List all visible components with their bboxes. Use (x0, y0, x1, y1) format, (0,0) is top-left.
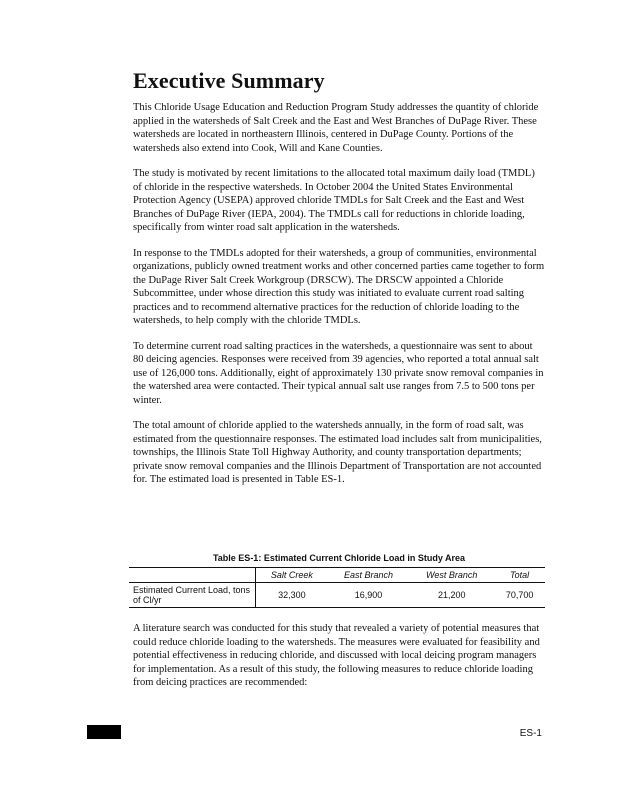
paragraph-4: To determine current road salting practices in the watersheds, a questionnaire was sent to about 80 deicing agencies. Responses were received from 39 agencies, who reported a total annual salt use of 126,000 tons. Additionally, eight of approximately 130 private snow removal companies in the watershed area were contacted. Their typical annual salt use ranges from 7.5 to 500 tons per winter. (133, 340, 544, 406)
footer-bar (87, 725, 121, 739)
paragraph-closing: A literature search was conducted for this study that revealed a variety of potential measures that could reduce chloride loading to the watersheds. The measures were evaluated for feasibility and potential effectiveness in reducing chloride, and discussed with local deicing program managers for implementation. As a result of this study, the following measures to reduce chloride loading from deicing practices are recommended: (133, 623, 540, 688)
table-cell-total: 70,700 (505, 590, 534, 600)
table-row (129, 583, 545, 608)
paragraph-2: The study is motivated by recent limitations to the allocated total maximum daily load (TMDL) of chloride in the respective watersheds. In October 2004 the United States Environmental Protection Agency (USEPA) approved chloride TMDLs for Salt Creek and the East and West Branches of DuPage River (IEPA, 2004). The TMDLs call for reductions in chloride loading, specifically from winter road salt application in the watersheds. (133, 168, 535, 233)
table-cell-salt-creek: 32,300 (256, 583, 328, 608)
paragraph-3: In response to the TMDLs adopted for their watersheds, a group of communities, environmental organizations, publicly owned treatment works and other concerned parties came together to form the DuPage River Salt Creek Workgroup (DRSCW). The DRSCW appointed a Chloride Subcommittee, under whose direction this study was initiated to evaluate current road salting practices and to recommend alternative practices for the reduction of chloride loading to the watersheds, to help comply with the chloride TMDLs. (133, 247, 545, 326)
table-row-label: Estimated Current Load, tons of Cl/yr (133, 585, 251, 605)
page-title: Executive Summary (133, 68, 325, 93)
body-text (133, 101, 545, 499)
table-header-west-branch: West Branch (426, 570, 478, 580)
table-header-east-branch: East Branch (344, 570, 394, 580)
table-header-row (129, 568, 545, 583)
paragraph-1: This Chloride Usage Education and Reduction Program Study addresses the quantity of chloride applied in the watersheds of Salt Creek and the East and West Branches of DuPage River. These watersheds are located in northeastern Illinois, centered in DuPage County. Portions of the watersheds also extend into Cook, Will and Kane Counties. (133, 102, 539, 154)
paragraph-5: The total amount of chloride applied to the watersheds annually, in the form of road salt, was estimated from the questionnaire responses. The estimated load includes salt from municipalities, townships, the Illinois State Toll Highway Authority, and county transportation departments; private snow removal companies and the Illinois Department of Transportation are not accounted for. The estimated load is presented in Table ES-1. (133, 420, 542, 485)
table-cell-west-branch: 21,200 (437, 590, 466, 600)
table-caption: Table ES-1: Estimated Current Chloride Load in Study Area (212, 553, 466, 563)
table-header-salt-creek: Salt Creek (256, 568, 328, 583)
table-header-blank (129, 568, 256, 583)
page-number: ES-1 (519, 728, 542, 739)
chloride-load-table (129, 567, 545, 608)
closing-text (133, 622, 545, 702)
table-header-total: Total (509, 570, 530, 580)
table-cell-east-branch: 16,900 (354, 590, 383, 600)
